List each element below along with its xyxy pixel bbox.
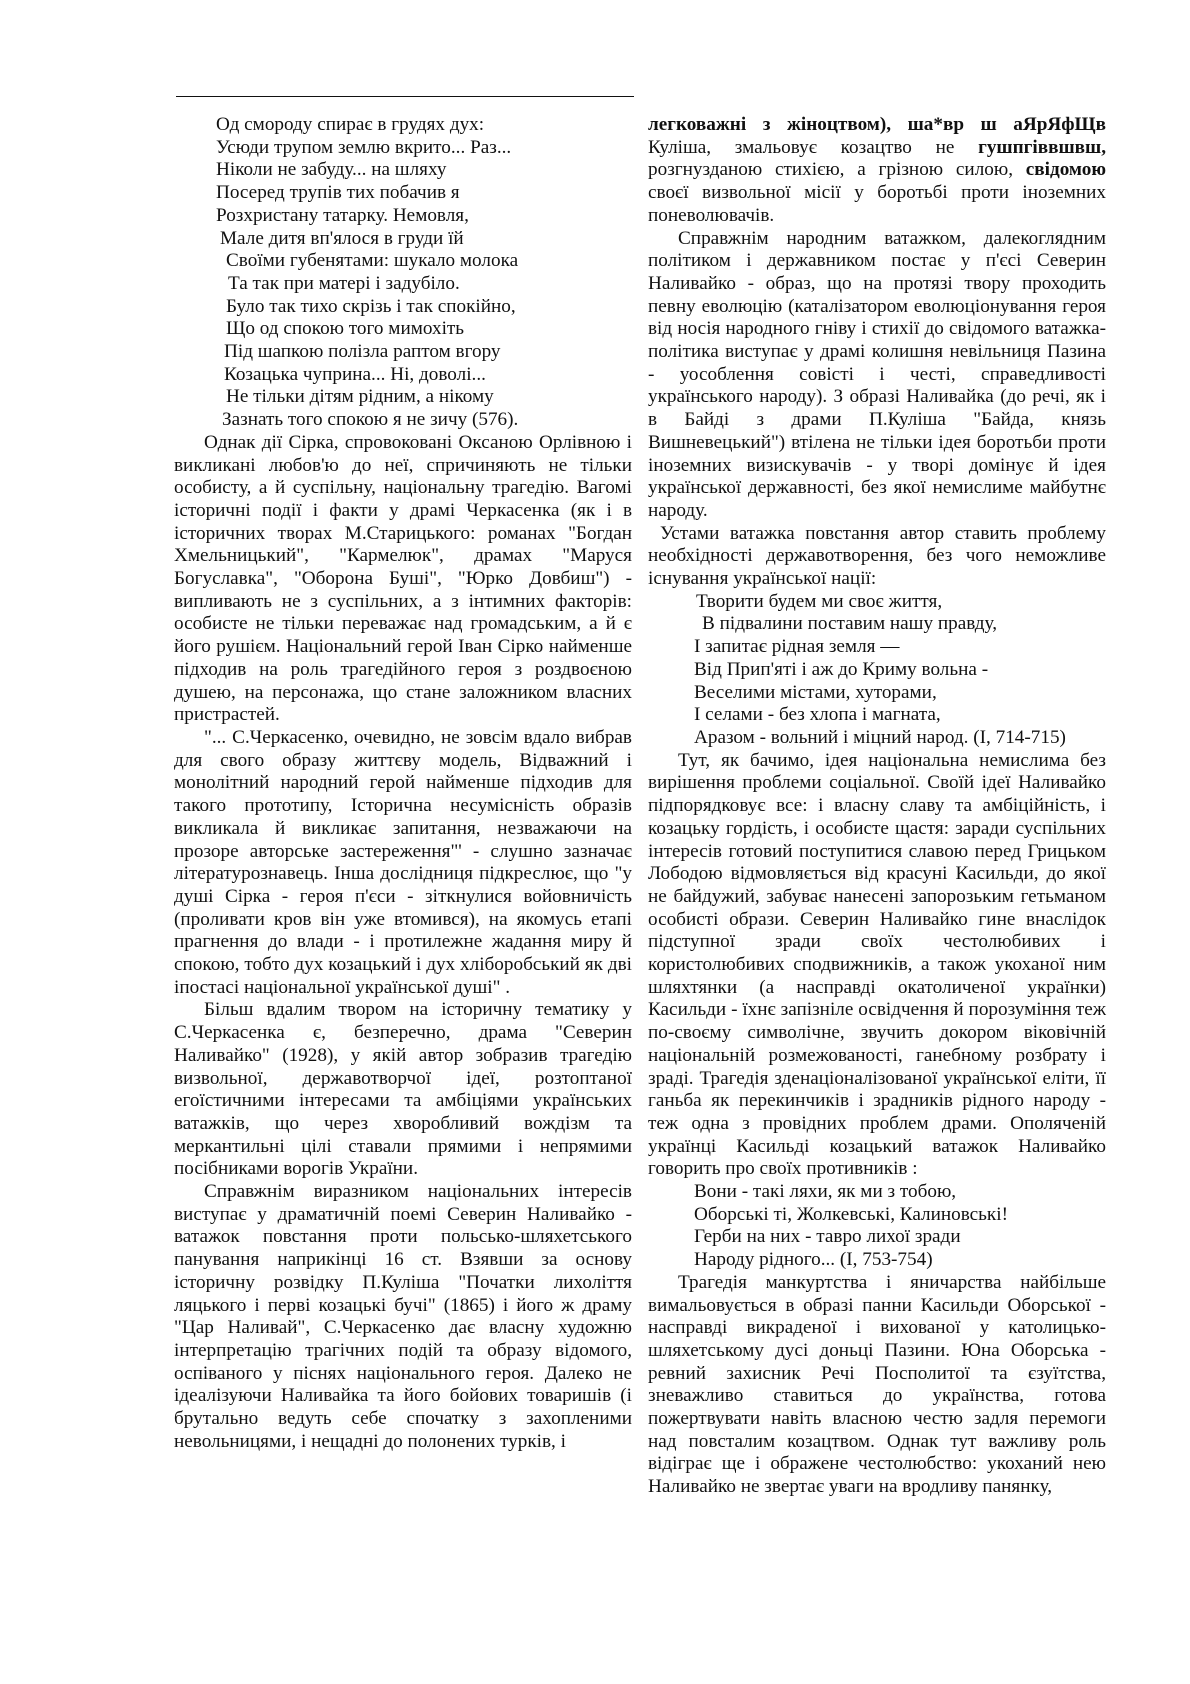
verse-line: Веселими містами, хуторами,: [694, 681, 937, 703]
paragraph: "... С.Черкасенко, очевидно, не зовсім вдало вибрав для свого образу життєву модель, Відважний і монолітний народний герой найменше підходив для такого прототипу, Історична несумісність образів викликала й викликає запитання, незважаючи на прозоре авторське застереження"' - слушно зазначає літературознавець. Інша дослідниця підкреслює, що "у душі Сірка - героя п'єси - зіткнулися войовничість (проливати кров він уже втомився), на якомусь етапі прагнення до влади - і протилежне жадання миру й спокою, тобто дух козацький і дух хліборобський як дві іпостасі національної української душі" .: [174, 726, 632, 998]
verse-line: Герби на них - тавро лихої зради: [694, 1226, 961, 1248]
paragraph: Тут, як бачимо, ідея національна немислима без вирішення проблеми соціальної. Своїй ідеї Наливайко підпорядковує все: і власну славу та амбіційність, і козацьку гордість, і особисте щастя: заради суспільних інтересів готовий поступитися славою перед Грицьком Лободою відмовляється від красуні Касильди, до якої не байдужий, забуває нанесені запорозьким гетьманом особисті образи. Северин Наливайко гине внаслідок підступної зради своїх честолюбивих і користолюбивих сподвижників, а також укоханої ним шляхтянки (а насправді окатоличеної українки) Касильди - їхнє запізніле освідчення й порозуміння теж по-своєму символічне, звучить докором віковічній національній розмежованості, ганебному розбрату і зраді. Трагедія зденаціоналізованої української еліти, її ганьба як перекинчиків і зрадників рідного народу - теж одна з провідних проблем драми. Ополяченій українці Касильді козацький ватажок Наливайко говорить про своїх противників :: [648, 749, 1106, 1180]
verse-line: І селами - без хлопа і магната,: [694, 704, 941, 726]
verse-line: Оборські ті, Жолкевські, Калиновські!: [694, 1203, 1008, 1225]
verse-line: Посеред трупів тих побачив я: [216, 182, 460, 204]
verse-line: Було так тихо скрізь і так спокійно,: [226, 295, 516, 317]
paragraph: Трагедія манкуртства і яничарства найбільше вимальовується в образі панни Касильди Оборської - насправді викраденої і вихованої у католицько-шляхетському дусі доньці Пазини. Юна Оборська - ревний захисник Речі Посполитої та єзуїтства, зневажливо ставиться до українства, готова пожертвувати навіть власною честю задля перемоги над повсталим козацтвом. Однак тут важливу роль відіграє ще і ображене честолюбство: укоханий нею Наливайко не звертає уваги на вродливу панянку,: [648, 1271, 1106, 1498]
bold-text: легковажні з жіноцтвом), ша*вр ш аЯрЯфЩв: [648, 114, 1106, 135]
verse-block: [174, 114, 632, 432]
verse-line: Не тільки дітям рідним, а нікому: [226, 386, 494, 408]
verse-block: [648, 591, 1106, 750]
verse-line: Вони - такі ляхи, як ми з тобою,: [694, 1181, 957, 1203]
verse-line: Народу рідного... (І, 753-754): [694, 1249, 933, 1271]
text-run: розгнузданою стихією, а грізною силою,: [648, 159, 1026, 181]
verse-line: Під шапкою полізла раптом вгору: [224, 341, 501, 363]
right-column: [648, 114, 1106, 1499]
paragraph: Устами ватажка повстання автор ставить проблему необхідності державотворення, без чого неможливе існування української нації:: [648, 522, 1106, 590]
verse-line: Мале дитя вп'ялося в груди їй: [220, 227, 464, 249]
verse-line: Од смороду спирає в грудях дух:: [216, 114, 485, 135]
bold-text: гушпгіввшвш,: [978, 136, 1106, 158]
verse-line: Зазнать того спокою я не зичу (576).: [222, 409, 519, 431]
verse-line: Від Прип'яті і аж до Криму вольна -: [694, 658, 989, 680]
text-run: Куліша, змальовує козацтво не: [648, 136, 979, 158]
verse-line: І запитає рідная земля —: [694, 636, 900, 658]
verse-line: Козацька чуприна... Ні, доволі...: [224, 363, 486, 385]
text-run: своєї визвольної місії у боротьбі проти іноземних поневолювачів.: [648, 182, 1106, 226]
left-column: [174, 114, 632, 1453]
verse-line: Своїми губенятами: шукало молока: [226, 250, 519, 272]
paragraph: Однак дії Сірка, спровоковані Оксаною Орлівною і викликані любов'ю до неї, спричиняють не тільки особисту, а й суспільну, національну трагедію. Вагомі історичні події і факти у драмі Черкасенка (як і в історичних творах М.Старицького: романах "Богдан Хмельницький", "Кармелюк", драмах "Маруся Богуславка", "Оборона Буші", "Юрко Довбиш") - випливають не з суспільних, а з інтимних факторів: особисте не тільки переважає над громадським, а й є його рушієм. Національний герой Іван Сірко найменше підходив на роль трагедійного героя з роздвоєною душею, на персонажа, що стане заложником власних пристрастей.: [174, 431, 632, 726]
verse-line: Творити будем ми своє життя,: [696, 590, 943, 612]
paragraph: [648, 114, 1106, 228]
paragraph: Справжнім виразником національних інтересів виступає у драматичній поемі Северин Наливайко - ватажок повстання проти польсько-шляхетського панування наприкінці 16 ст. Взявши за основу історичну розвідку П.Куліша "Початки лихоліття ляцького і перві козацькі бучі" (1865) і його ж драму "Цар Наливай", С.Черкасенко дає власну художню інтерпретацію трагічних подій та образу відомого, оспіваного у піснях національного героя. Далеко не ідеалізуючи Наливайка та його бойових товаришів (і брутально ведуть себе спочатку з захопленими невольницями, і нещадні до полонених турків, і: [174, 1181, 632, 1452]
verse-line: Аразом - вольний і міцний народ. (І, 714-715): [694, 726, 1066, 748]
verse-line: Та так при матері і задубіло.: [228, 272, 460, 294]
top-rule: [176, 96, 634, 97]
verse-block: [648, 1181, 1106, 1272]
verse-line: Що од спокою того мимохіть: [226, 318, 465, 340]
verse-line: В підвалини поставим нашу правду,: [702, 613, 998, 635]
verse-line: Усюди трупом землю вкрито... Раз...: [216, 136, 512, 158]
paragraph: Більш вдалим твором на історичну тематику у С.Черкасенка є, безперечно, драма "Северин Наливайко" (1928), у якій автор зобразив трагедію визвольної, державотворчої ідеї, розтоптаної егоїстичними інтересами та амбіціями українських ватажків, що через хворобливий вождізм та меркантильні цілі ставали прямими і непрямими посібниками ворогів України.: [174, 999, 632, 1180]
verse-line: Ніколи не забуду... на шляху: [216, 159, 447, 181]
paragraph: Справжнім народним ватажком, далекоглядним політиком і державником постає у п'єсі Северин Наливайко - образ, що на протязі твору проходить певну еволюцію (каталізатором еволюціонування героя від носія народного гніву і стихії до свідомого ватажка-політика виступає у драмі колишня невільниця Пазина - уособлення совісті і честі, справедливості українського народу). З образі Наливайка (до речі, як і в Байді з драми П.Куліша "Байда, князь Вишневецький") втілена не тільки ідея боротьби проти іноземних визискувачів - у творі домінує й ідея української державності, без якої немислиме майбутнє народу.: [648, 227, 1106, 521]
bold-text: свідомою: [1025, 159, 1106, 181]
verse-line: Розхристану татарку. Немовля,: [216, 204, 469, 226]
